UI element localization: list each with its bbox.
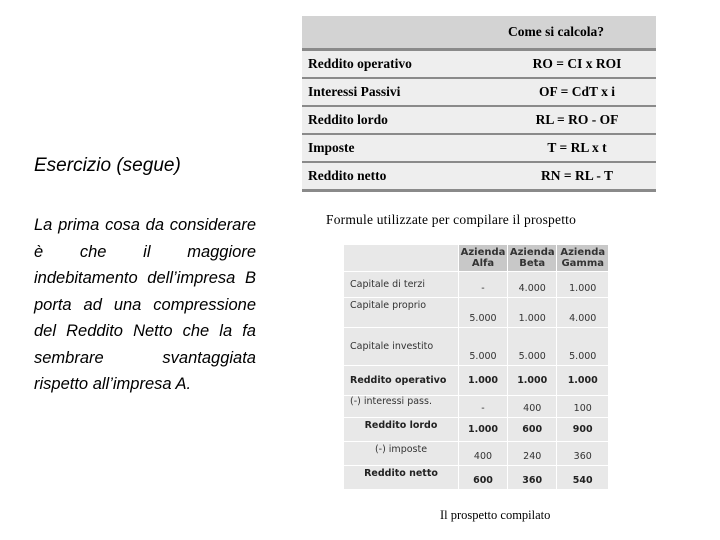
table-row — [302, 162, 656, 191]
cell-value: 360 — [508, 466, 557, 490]
table-row — [302, 50, 656, 79]
cell-value: 400 — [459, 442, 508, 466]
formula-value: OF = CdT x i — [498, 78, 656, 106]
cell-value: 1.000 — [508, 298, 557, 328]
table-row — [302, 78, 656, 106]
table-row — [344, 366, 609, 396]
table-row — [344, 418, 609, 442]
row-label: (-) imposte — [344, 442, 459, 466]
cell-value: 900 — [557, 418, 609, 442]
formula-label: Reddito lordo — [302, 106, 498, 134]
corner-cell — [344, 245, 459, 272]
table-row — [344, 272, 609, 298]
prospetto-caption: Il prospetto compilato — [440, 508, 551, 522]
cell-value: 1.000 — [557, 366, 609, 396]
row-label: Reddito lordo — [344, 418, 459, 442]
formula-label: Reddito operativo — [302, 50, 498, 79]
table-row — [344, 466, 609, 490]
cell-value: 540 — [557, 466, 609, 490]
cell-value: 4.000 — [508, 272, 557, 298]
table-row — [344, 298, 609, 328]
cell-value: 1.000 — [508, 366, 557, 396]
cell-value: 5.000 — [557, 328, 609, 366]
row-label: Capitale proprio — [344, 298, 459, 328]
cell-value: 100 — [557, 396, 609, 418]
cell-value: 1.000 — [557, 272, 609, 298]
table-row — [344, 328, 609, 366]
cell-value: 240 — [508, 442, 557, 466]
cell-value: 400 — [508, 396, 557, 418]
formula-value: RN = RL - T — [498, 162, 656, 191]
formula-value: RL = RO - OF — [498, 106, 656, 134]
table-row — [302, 134, 656, 162]
table-row — [302, 106, 656, 134]
slide-title: Esercizio (segue) — [34, 155, 181, 176]
cell-value: 600 — [459, 466, 508, 490]
column-header: Azienda Beta — [508, 245, 557, 272]
cell-value: 1.000 — [459, 418, 508, 442]
cell-value: - — [459, 272, 508, 298]
cell-value: 1.000 — [459, 366, 508, 396]
prospetto-table — [343, 244, 609, 490]
row-label: Reddito operativo — [344, 366, 459, 396]
formula-label: Imposte — [302, 134, 498, 162]
cell-value: 5.000 — [459, 328, 508, 366]
table-row — [344, 442, 609, 466]
cell-value: 4.000 — [557, 298, 609, 328]
formula-table-header: Come si calcola? — [302, 16, 656, 50]
formula-label: Interessi Passivi — [302, 78, 498, 106]
formula-table — [302, 16, 656, 192]
column-header: Azienda Alfa — [459, 245, 508, 272]
formula-value: T = RL x t — [498, 134, 656, 162]
slide-body-text: La prima cosa da considerare è che il maggiore indebitamento dell’impresa B porta ad una compressione del Reddito Netto che la fa sembrare svantaggiata rispetto all’impresa A. — [34, 216, 256, 393]
cell-value: 5.000 — [459, 298, 508, 328]
cell-value: 5.000 — [508, 328, 557, 366]
formula-table-caption: Formule utilizzate per compilare il prospetto — [326, 212, 577, 227]
row-label: Reddito netto — [344, 466, 459, 490]
row-label: Capitale investito — [344, 328, 459, 366]
formula-value: RO = CI x ROI — [498, 50, 656, 79]
row-label: (-) interessi pass. — [344, 396, 459, 418]
cell-value: 600 — [508, 418, 557, 442]
formula-label: Reddito netto — [302, 162, 498, 191]
row-label: Capitale di terzi — [344, 272, 459, 298]
cell-value: 360 — [557, 442, 609, 466]
column-header: Azienda Gamma — [557, 245, 609, 272]
cell-value: - — [459, 396, 508, 418]
table-row — [344, 396, 609, 418]
